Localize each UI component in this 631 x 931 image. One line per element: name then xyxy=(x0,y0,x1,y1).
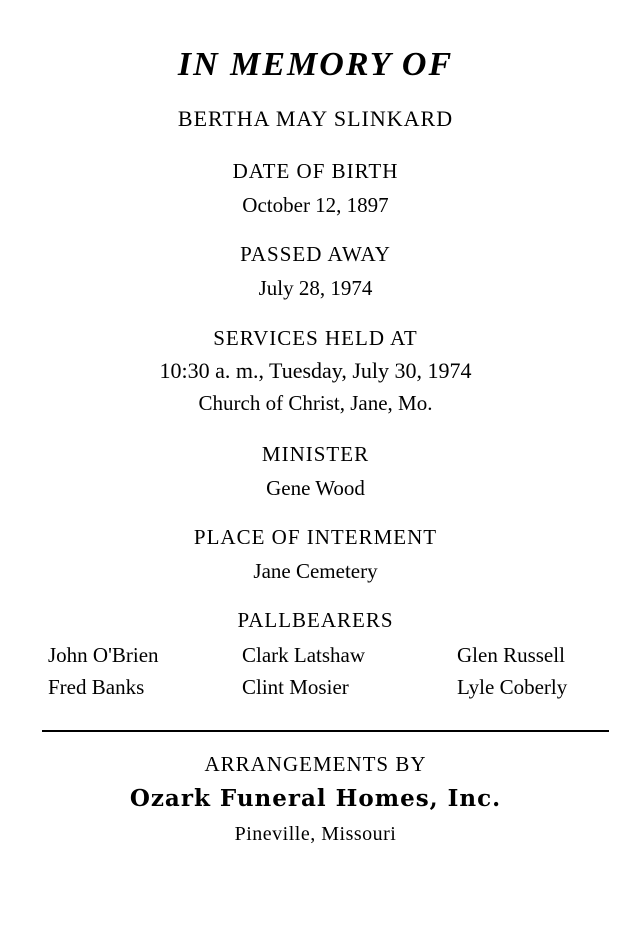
services-place: Church of Christ, Jane, Mo. xyxy=(198,391,433,415)
services-heading: SERVICES HELD AT xyxy=(213,326,418,350)
pallbearer-name: Fred Banks xyxy=(48,675,145,699)
pallbearer-name: Glen Russell xyxy=(457,643,565,667)
divider-rule xyxy=(42,730,609,732)
pallbearer-name: Lyle Coberly xyxy=(457,675,568,699)
services-time: 10:30 a. m., Tuesday, July 30, 1974 xyxy=(159,358,472,383)
arrangements-heading: ARRANGEMENTS BY xyxy=(204,752,427,776)
funeral-home-name: Ozark Funeral Homes, Inc. xyxy=(129,785,502,812)
deceased-name: BERTHA MAY SLINKARD xyxy=(177,106,454,131)
birth-date: October 12, 1897 xyxy=(242,193,389,217)
death-heading: PASSED AWAY xyxy=(240,242,391,266)
pallbearer-name: Clark Latshaw xyxy=(242,643,366,667)
pallbearers-heading: PALLBEARERS xyxy=(237,608,394,632)
pallbearer-name: John O'Brien xyxy=(48,643,159,667)
interment-place: Jane Cemetery xyxy=(253,559,378,583)
minister-name: Gene Wood xyxy=(266,476,365,500)
death-date: July 28, 1974 xyxy=(258,276,373,300)
birth-heading: DATE OF BIRTH xyxy=(232,159,399,183)
pallbearer-name: Clint Mosier xyxy=(242,675,349,699)
minister-heading: MINISTER xyxy=(261,442,370,466)
card-title: IN MEMORY OF xyxy=(177,46,454,83)
funeral-home-city: Pineville, Missouri xyxy=(234,823,397,845)
interment-heading: PLACE OF INTERMENT xyxy=(193,525,438,549)
